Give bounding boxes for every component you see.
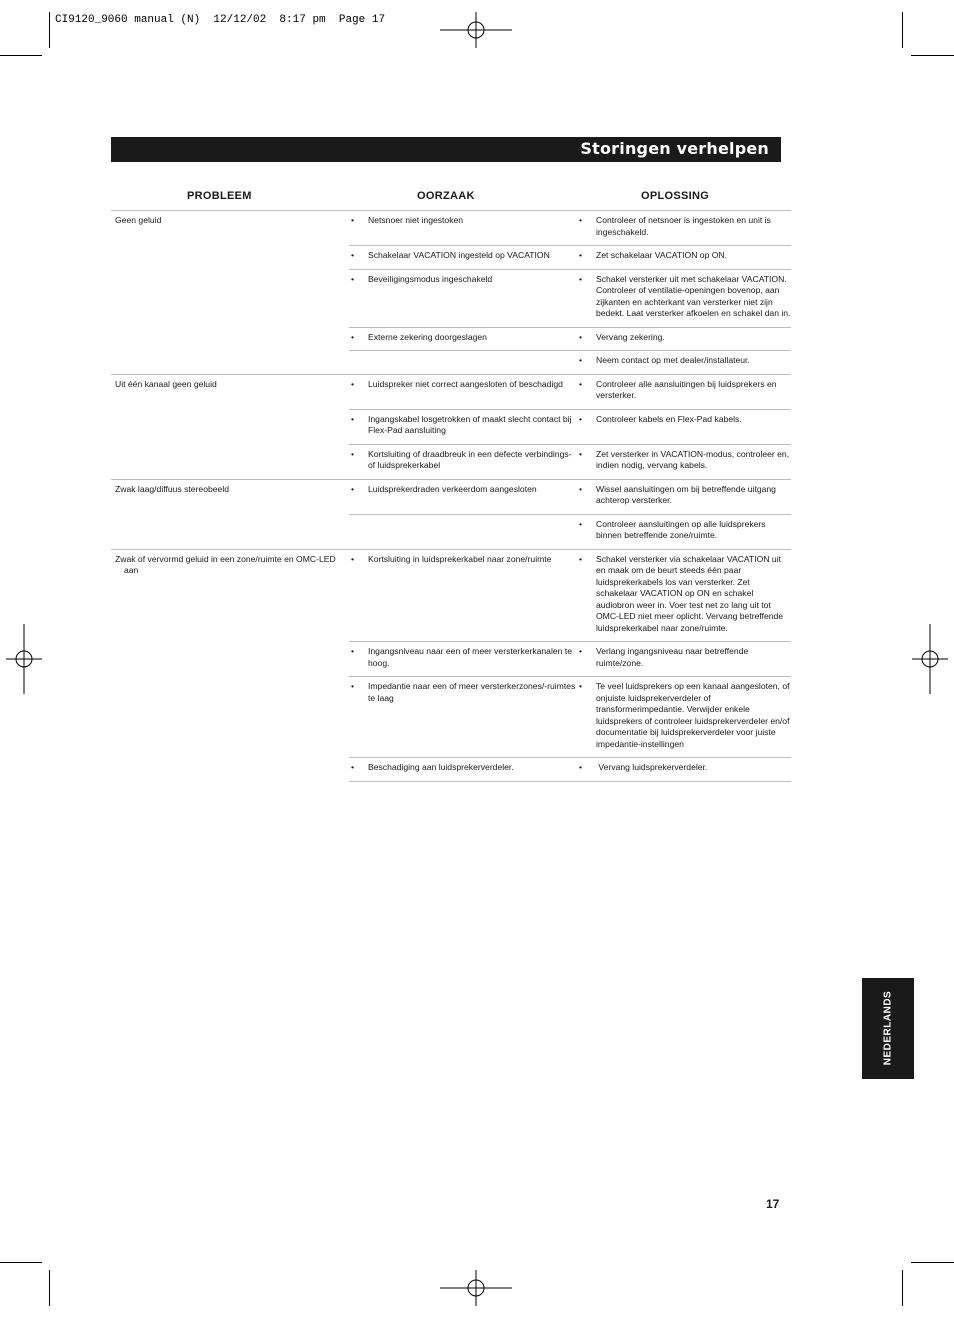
- crop-mark: [911, 55, 954, 56]
- cause-cell: [349, 374, 577, 409]
- cause-text: Impedantie naar een of meer versterkerzones/-ruimtes te laag: [368, 681, 576, 703]
- solution-cell: [577, 514, 791, 549]
- bullet: •: [579, 762, 583, 772]
- bullet: •: [351, 448, 355, 459]
- bullet: •: [351, 646, 355, 656]
- solution-text: Te veel luidsprekers op een kanaal aangesloten, of onjuiste luidsprekerverdeler of transformerimpedantie. Verwijder enkele luidsprekers of controleer luidsprekerverdeler en/of documentatie bij luidsprekerverdeler voor juiste impedantie-instellingen: [596, 681, 790, 749]
- solution-text: Controleer alle aansluitingen bij luidsprekers en versterker.: [596, 378, 777, 400]
- bullet: •: [579, 273, 583, 284]
- bullet: •: [579, 355, 583, 365]
- cause-cell: [349, 246, 577, 270]
- solution-cell: [577, 374, 791, 409]
- cause-cell: [349, 269, 577, 327]
- solution-cell: [577, 549, 791, 642]
- cause-cell: [349, 479, 577, 514]
- bullet: •: [351, 483, 355, 494]
- registration-mark-right: [912, 624, 948, 694]
- solution-text: Controleer aansluitingen op alle luidsprekers binnen betreffende zone/ruimte.: [596, 518, 766, 540]
- cause-cell: [349, 677, 577, 758]
- bullet: •: [351, 250, 355, 260]
- solution-text: Verlang ingangsniveau naar betreffende ruimte/zone.: [596, 646, 749, 668]
- cause-text: Luidspreker niet correct aangesloten of beschadigd: [368, 378, 563, 389]
- solution-text: Vervang zekering.: [596, 331, 665, 342]
- bullet: •: [579, 215, 583, 225]
- print-slug: CI9120_9060 manual (N) 12/12/02 8:17 pm Page 17: [55, 14, 386, 26]
- cause-cell: [349, 211, 577, 246]
- bullet: •: [579, 378, 583, 389]
- bullet: •: [351, 215, 355, 225]
- table-row: [111, 211, 791, 246]
- cause-text: Netsnoer niet ingestoken: [368, 215, 464, 225]
- crop-mark: [49, 1270, 50, 1306]
- cause-text: Beveiligingsmodus ingeschakeld: [368, 273, 493, 284]
- problem-cell: [111, 211, 349, 375]
- crop-mark: [0, 55, 42, 56]
- solution-text: Controleer kabels en Flex-Pad kabels.: [596, 413, 742, 424]
- crop-mark: [49, 12, 50, 48]
- bullet: •: [579, 483, 583, 494]
- bullet: •: [579, 331, 583, 342]
- column-header-cause: OORZAAK: [417, 190, 475, 202]
- cause-cell: [349, 444, 577, 479]
- solution-cell: [577, 479, 791, 514]
- bullet: •: [579, 646, 583, 656]
- crop-mark: [0, 1262, 42, 1263]
- language-tab: [862, 978, 914, 1079]
- solution-cell: [577, 409, 791, 444]
- bullet: •: [351, 378, 355, 389]
- table-row: [111, 374, 791, 409]
- registration-mark-bottom: [440, 1270, 512, 1306]
- bullet: •: [351, 553, 355, 564]
- language-tab-label: NEDERLANDS: [882, 990, 894, 1066]
- solution-cell: [577, 211, 791, 246]
- cause-text: Kortsluiting of draadbreuk in een defecte verbindings- of luidsprekerkabel: [368, 448, 572, 470]
- crop-mark: [902, 12, 903, 48]
- solution-text: Zet versterker in VACATION-modus, controleer en, indien nodig, vervang kabels.: [596, 448, 790, 470]
- cause-text: Ingangsniveau naar een of meer versterkerkanalen te hoog.: [368, 646, 572, 668]
- problem-text: Zwak of vervormd geluid in een zone/ruimte en OMC-LED aan: [115, 553, 336, 575]
- bullet: •: [579, 518, 583, 529]
- problem-text: Uit één kanaal geen geluid: [115, 378, 217, 389]
- cause-text: Schakelaar VACATION ingesteld op VACATION: [368, 250, 550, 260]
- solution-text: Controleer of netsnoer is ingestoken en unit is ingeschakeld.: [596, 215, 771, 237]
- problem-text: Geen geluid: [115, 215, 162, 225]
- cause-cell: [349, 409, 577, 444]
- bullet: •: [579, 553, 583, 564]
- solution-cell: [577, 269, 791, 327]
- troubleshooting-table: [111, 210, 791, 782]
- solution-cell: [577, 758, 791, 782]
- crop-mark: [902, 1270, 903, 1306]
- cause-text: Ingangskabel losgetrokken of maakt slecht contact bij Flex-Pad aansluiting: [368, 413, 572, 435]
- cause-cell-empty: [349, 351, 577, 375]
- cause-text: Kortsluiting in luidsprekerkabel naar zone/ruimte: [368, 553, 552, 564]
- bullet: •: [351, 273, 355, 284]
- solution-cell: [577, 351, 791, 375]
- problem-cell: [111, 479, 349, 549]
- bullet: •: [351, 331, 355, 342]
- title-bar: [111, 137, 781, 162]
- cause-text: Externe zekering doorgeslagen: [368, 331, 487, 342]
- cause-text: Beschadiging aan luidsprekerverdeler.: [368, 762, 514, 772]
- solution-text: Zet schakelaar VACATION op ON.: [596, 250, 728, 260]
- cause-cell-empty: [349, 514, 577, 549]
- column-header-solution: OPLOSSING: [641, 190, 710, 202]
- registration-mark-top: [440, 12, 512, 48]
- solution-text: Neem contact op met dealer/installateur.: [596, 355, 750, 365]
- bullet: •: [579, 413, 583, 424]
- cause-text: Luidsprekerdraden verkeerdom aangesloten: [368, 483, 537, 494]
- bullet: •: [579, 681, 583, 691]
- bullet: •: [351, 413, 355, 424]
- bullet: •: [579, 250, 583, 260]
- table-row: [111, 549, 791, 642]
- bullet: •: [579, 448, 583, 459]
- solution-text: Schakel versterker uit met schakelaar VACATION. Controleer of ventilatie-openingen bovenop, aan zijkanten en achterkant van versterker niet zijn bedekt. Laat versterker afkoelen en schakel dan in.: [596, 273, 791, 318]
- solution-cell: [577, 642, 791, 677]
- page-number: 17: [766, 1197, 780, 1211]
- solution-cell: [577, 246, 791, 270]
- crop-mark: [911, 1262, 954, 1263]
- registration-mark-left: [6, 624, 42, 694]
- problem-cell: [111, 549, 349, 781]
- cause-cell: [349, 549, 577, 642]
- solution-cell: [577, 677, 791, 758]
- cause-cell: [349, 758, 577, 782]
- solution-cell: [577, 444, 791, 479]
- problem-cell: [111, 374, 349, 479]
- bullet: •: [351, 762, 355, 772]
- cause-cell: [349, 642, 577, 677]
- page-title: Storingen verhelpen: [580, 139, 769, 158]
- problem-text: Zwak laag/diffuus stereobeeld: [115, 483, 230, 494]
- column-header-problem: PROBLEEM: [187, 190, 252, 202]
- solution-cell: [577, 327, 791, 351]
- solution-text: Schakel versterker via schakelaar VACATION uit en maak om de beurt steeds één paar luidsprekerkabels los van versterker. Zet schakelaar VACATION op ON en schakel audiobron weer in. Voer test net zo lang uit tot OMC-LED niet meer oplicht. Vervang betreffende luidsprekerkabel naar zone/ruimte.: [596, 553, 784, 633]
- solution-text: Vervang luidsprekerverdeler.: [596, 762, 708, 772]
- bullet: •: [351, 681, 355, 691]
- cause-cell: [349, 327, 577, 351]
- table-row: [111, 479, 791, 514]
- solution-text: Wissel aansluitingen om bij betreffende uitgang achterop versterker.: [596, 483, 776, 505]
